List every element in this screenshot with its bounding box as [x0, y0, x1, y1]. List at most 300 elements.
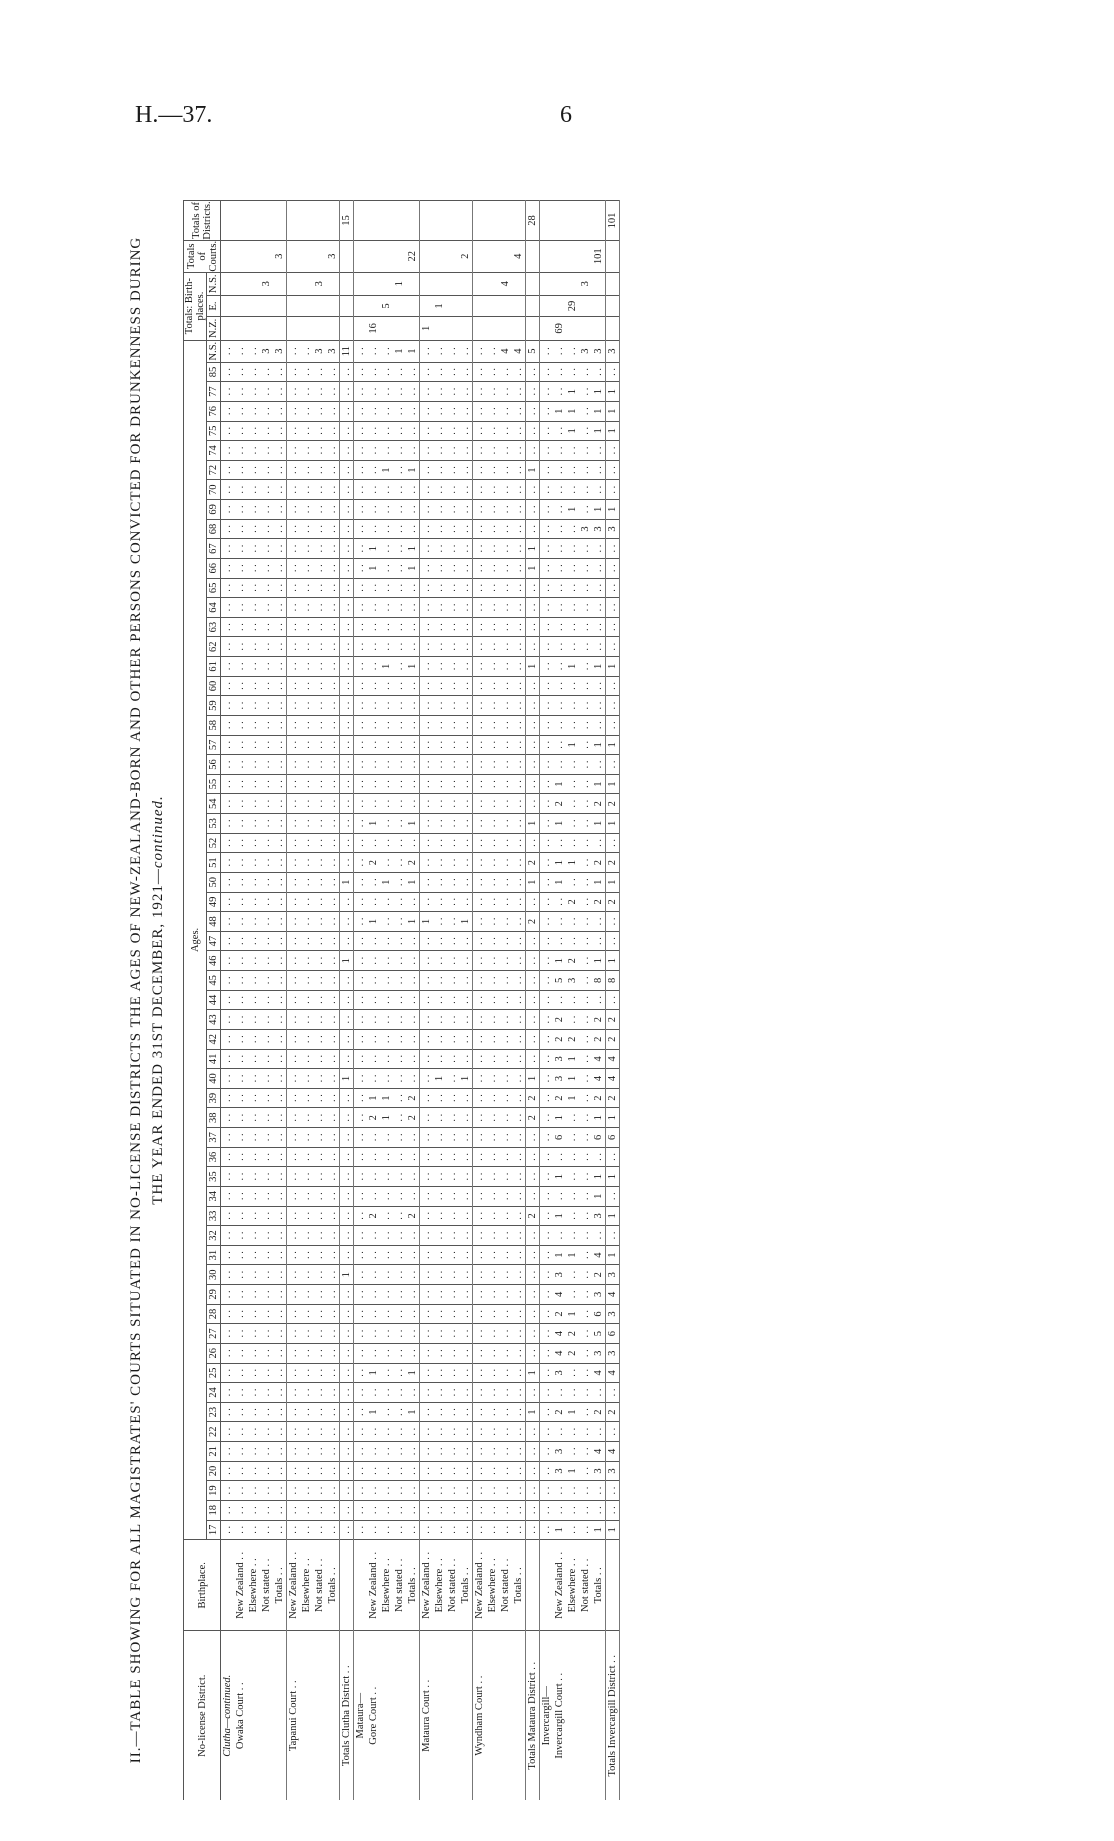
age-cell: . . [512, 539, 526, 559]
age-cell: . . [433, 774, 446, 794]
age-cell: . . [540, 578, 554, 598]
age-cell: . . [540, 1324, 554, 1344]
age-cell: . . [354, 657, 368, 677]
age-cell: . . [420, 814, 434, 834]
age-cell: . . [354, 1324, 368, 1344]
age-cell: . . [234, 931, 247, 951]
age-cell: . . [300, 578, 313, 598]
age-cell: . . [459, 1147, 473, 1167]
age-cell: . . [300, 951, 313, 971]
age-cell: . . [260, 951, 273, 971]
header-age-38: 38 [207, 1108, 221, 1128]
age-cell: . . [221, 931, 235, 951]
age-cell: . . [606, 676, 620, 696]
header-age-20: 20 [207, 1461, 221, 1481]
age-cell: . . [553, 382, 566, 402]
age-cell: . . [287, 853, 301, 873]
header-age-63: 63 [207, 617, 221, 637]
age-cell: . . [380, 1029, 393, 1049]
age-cell: . . [247, 1461, 260, 1481]
age-cell: . . [473, 676, 487, 696]
age-cell: . . [420, 1422, 434, 1442]
age-cell: . . [433, 340, 446, 362]
age-cell: . . [313, 598, 326, 618]
age-cell: 6 [606, 1324, 620, 1344]
age-cell: . . [260, 1402, 273, 1422]
age-cell: . . [499, 1285, 512, 1305]
ns-total-cell: 4 [499, 272, 512, 295]
age-cell: . . [446, 931, 459, 951]
age-cell: 1 [606, 1520, 620, 1540]
age-cell: . . [459, 382, 473, 402]
age-cell: . . [579, 1520, 592, 1540]
age-cell: . . [380, 1206, 393, 1226]
age-cell: . . [579, 1147, 592, 1167]
age-cell: . . [579, 362, 592, 382]
age-cell: . . [273, 814, 287, 834]
age-cell: . . [579, 853, 592, 873]
age-cell: . . [247, 1226, 260, 1246]
age-cell: . . [459, 755, 473, 775]
birthplace-cell: Totals . . [406, 1540, 420, 1631]
age-cell: . . [486, 519, 499, 539]
age-cell: . . [367, 500, 380, 520]
age-cell: . . [553, 676, 566, 696]
age-cell: . . [486, 1304, 499, 1324]
age-cell: . . [221, 1304, 235, 1324]
dist-total-cell [553, 201, 566, 241]
age-cell: . . [486, 1442, 499, 1462]
age-cell: . . [326, 774, 340, 794]
age-cell: . . [326, 441, 340, 461]
age-cell: . . [446, 892, 459, 912]
age-cell: . . [526, 500, 540, 520]
age-cell: . . [499, 500, 512, 520]
age-cell: . . [420, 676, 434, 696]
age-cell: . . [340, 696, 354, 716]
age-cell: . . [446, 657, 459, 677]
age-cell: . . [393, 1167, 406, 1187]
court-total-cell: 2 [459, 240, 473, 272]
age-cell: . . [273, 539, 287, 559]
age-cell: . . [499, 715, 512, 735]
age-cell: 1 [566, 401, 579, 421]
table-subtitle-text: THE YEAR ENDED 31ST DECEMBER, 1921— [150, 868, 166, 1205]
age-cell: . . [340, 1108, 354, 1128]
age-cell: . . [393, 814, 406, 834]
age-cell: . . [367, 401, 380, 421]
age-cell: . . [473, 1226, 487, 1246]
age-cell: . . [354, 500, 368, 520]
age-cell: . . [446, 1147, 459, 1167]
age-cell: . . [247, 480, 260, 500]
age-cell: . . [420, 362, 434, 382]
age-cell: . . [247, 1422, 260, 1442]
age-cell: . . [406, 500, 420, 520]
age-cell: . . [340, 441, 354, 461]
age-cell: . . [393, 971, 406, 991]
court-total-cell: 3 [273, 240, 287, 272]
age-cell: 2 [526, 1088, 540, 1108]
age-cell: . . [247, 696, 260, 716]
age-cell: . . [354, 1206, 368, 1226]
age-cell: . . [260, 1343, 273, 1363]
age-cell: . . [592, 1226, 606, 1246]
age-cell: . . [459, 1500, 473, 1520]
header-age-32: 32 [207, 1226, 221, 1246]
age-cell: 3 [313, 340, 326, 362]
age-cell: . . [326, 1167, 340, 1187]
table-row [486, 201, 499, 1801]
age-cell: . . [287, 598, 301, 618]
ns-total-cell: 3 [579, 272, 592, 295]
age-cell: . . [380, 1147, 393, 1167]
age-cell: . . [354, 539, 368, 559]
age-cell: . . [486, 401, 499, 421]
age-cell: . . [367, 774, 380, 794]
age-cell: . . [446, 1363, 459, 1383]
age-cell: . . [221, 1265, 235, 1285]
age-cell: 3 [606, 1304, 620, 1324]
age-cell: . . [446, 971, 459, 991]
age-cell: . . [326, 460, 340, 480]
age-cell: . . [579, 696, 592, 716]
age-cell: . . [247, 1049, 260, 1069]
age-cell: . . [486, 637, 499, 657]
age-cell: . . [234, 1383, 247, 1403]
age-cell: . . [526, 441, 540, 461]
header-age-30: 30 [207, 1265, 221, 1285]
age-cell: . . [354, 1186, 368, 1206]
age-cell: . . [300, 401, 313, 421]
age-cell: . . [300, 460, 313, 480]
age-cell: . . [380, 441, 393, 461]
age-cell: . . [354, 872, 368, 892]
age-cell: . . [553, 1422, 566, 1442]
age-cell: . . [380, 1422, 393, 1442]
age-cell: . . [393, 1010, 406, 1030]
age-cell: . . [406, 598, 420, 618]
age-cell: . . [354, 1088, 368, 1108]
age-cell: 6 [606, 1128, 620, 1148]
age-cell: . . [260, 715, 273, 735]
age-cell: . . [367, 1167, 380, 1187]
table-row [553, 201, 566, 1801]
age-cell: . . [406, 1461, 420, 1481]
age-cell: . . [300, 441, 313, 461]
age-cell: . . [367, 421, 380, 441]
age-cell: . . [420, 872, 434, 892]
age-cell: . . [420, 1324, 434, 1344]
age-cell: . . [234, 558, 247, 578]
age-cell: . . [499, 401, 512, 421]
age-cell: . . [420, 1010, 434, 1030]
age-cell: . . [566, 696, 579, 716]
age-cell: . . [247, 853, 260, 873]
age-cell: . . [606, 1422, 620, 1442]
age-cell: . . [579, 441, 592, 461]
nz-total-cell [606, 317, 620, 341]
age-cell: . . [446, 1049, 459, 1069]
age-cell: . . [446, 1029, 459, 1049]
age-cell: . . [486, 657, 499, 677]
age-cell: . . [221, 539, 235, 559]
age-cell: . . [486, 1343, 499, 1363]
age-cell: . . [592, 480, 606, 500]
age-cell: . . [566, 1226, 579, 1246]
age-cell: . . [221, 735, 235, 755]
age-cell: . . [499, 1186, 512, 1206]
age-cell: . . [486, 853, 499, 873]
age-cell: . . [420, 1363, 434, 1383]
court-total-cell [579, 240, 592, 272]
age-cell: . . [300, 1343, 313, 1363]
age-cell: 1 [367, 539, 380, 559]
age-cell: . . [247, 1402, 260, 1422]
age-cell: 3 [326, 340, 340, 362]
age-cell: . . [486, 1285, 499, 1305]
age-cell: . . [380, 931, 393, 951]
age-cell: . . [247, 1147, 260, 1167]
age-cell: . . [420, 1186, 434, 1206]
age-cell: . . [592, 696, 606, 716]
age-cell: . . [273, 1245, 287, 1265]
age-cell: . . [300, 1285, 313, 1305]
district-cell [433, 1631, 446, 1800]
dist-total-cell [566, 201, 579, 241]
age-cell: 1 [526, 1069, 540, 1089]
age-cell: . . [313, 1029, 326, 1049]
age-cell: . . [234, 971, 247, 991]
age-cell: . . [326, 558, 340, 578]
age-cell: . . [420, 500, 434, 520]
birthplace-cell: Elsewhere . . [300, 1540, 313, 1631]
age-cell: . . [420, 696, 434, 716]
age-cell: . . [326, 1147, 340, 1167]
age-cell: . . [473, 931, 487, 951]
age-cell: . . [459, 340, 473, 362]
age-cell: . . [420, 853, 434, 873]
age-cell: . . [247, 1383, 260, 1403]
age-cell: . . [393, 931, 406, 951]
age-cell: . . [260, 578, 273, 598]
age-cell: . . [499, 578, 512, 598]
age-cell: . . [540, 1343, 554, 1363]
age-cell: 1 [393, 340, 406, 362]
age-cell: . . [486, 1422, 499, 1442]
age-cell: . . [247, 872, 260, 892]
age-cell: . . [473, 1324, 487, 1344]
nz-total-cell [221, 317, 235, 341]
age-cell: . . [367, 1500, 380, 1520]
age-cell: . . [553, 1481, 566, 1501]
age-cell: . . [512, 1285, 526, 1305]
age-cell: . . [260, 1088, 273, 1108]
age-cell: . . [433, 833, 446, 853]
age-cell: . . [540, 500, 554, 520]
age-cell: . . [446, 401, 459, 421]
age-cell: . . [234, 1343, 247, 1363]
age-cell: . . [566, 340, 579, 362]
age-cell: . . [247, 1285, 260, 1305]
age-cell: . . [393, 1049, 406, 1069]
age-cell: . . [540, 990, 554, 1010]
age-cell: . . [433, 990, 446, 1010]
age-cell: . . [354, 1069, 368, 1089]
age-cell: . . [540, 480, 554, 500]
ns-total-cell [606, 272, 620, 295]
age-cell: . . [367, 833, 380, 853]
age-cell: . . [592, 755, 606, 775]
age-cell: . . [446, 1128, 459, 1148]
header-age-64: 64 [207, 598, 221, 618]
age-cell: . . [540, 696, 554, 716]
age-cell: . . [260, 382, 273, 402]
age-cell: . . [313, 1422, 326, 1442]
age-cell: . . [473, 617, 487, 637]
age-cell: 1 [566, 1088, 579, 1108]
age-cell: 1 [606, 500, 620, 520]
age-cell: . . [273, 362, 287, 382]
age-cell: . . [393, 1226, 406, 1246]
age-cell: . . [526, 1147, 540, 1167]
age-cell: . . [499, 755, 512, 775]
age-cell: . . [512, 1226, 526, 1246]
header-age-18: 18 [207, 1500, 221, 1520]
age-cell: . . [486, 1500, 499, 1520]
age-cell: . . [579, 617, 592, 637]
age-cell: . . [326, 1343, 340, 1363]
e-total-cell [260, 296, 273, 317]
age-cell: . . [287, 1422, 301, 1442]
age-cell: . . [273, 1029, 287, 1049]
age-cell: . . [579, 558, 592, 578]
age-cell: . . [300, 1481, 313, 1501]
age-cell: . . [486, 1363, 499, 1383]
age-cell: . . [553, 755, 566, 775]
age-cell: . . [566, 598, 579, 618]
age-cell: . . [446, 1304, 459, 1324]
age-cell: . . [420, 833, 434, 853]
age-cell: . . [579, 1226, 592, 1246]
age-cell: . . [406, 1010, 420, 1030]
age-cell: . . [553, 362, 566, 382]
court-total-cell [526, 240, 540, 272]
age-cell: . . [406, 735, 420, 755]
age-cell: 1 [406, 1363, 420, 1383]
age-cell: . . [553, 931, 566, 951]
court-total-cell [553, 240, 566, 272]
age-cell: . . [273, 558, 287, 578]
age-cell: . . [354, 774, 368, 794]
age-cell: . . [473, 794, 487, 814]
age-cell: . . [606, 637, 620, 657]
age-cell: . . [287, 951, 301, 971]
age-cell: . . [393, 853, 406, 873]
district-cell [446, 1631, 459, 1800]
age-cell: . . [512, 362, 526, 382]
age-cell: . . [473, 1088, 487, 1108]
age-cell: . . [566, 519, 579, 539]
age-cell: . . [367, 480, 380, 500]
court-total-cell [234, 240, 247, 272]
table-row [579, 201, 592, 1801]
age-cell: . . [313, 1265, 326, 1285]
age-cell: . . [606, 1500, 620, 1520]
age-cell: . . [459, 872, 473, 892]
age-cell: . . [486, 676, 499, 696]
age-cell: . . [273, 1186, 287, 1206]
age-cell: . . [446, 715, 459, 735]
age-cell: . . [326, 401, 340, 421]
age-cell: . . [512, 1442, 526, 1462]
age-cell: 1 [592, 774, 606, 794]
age-cell: . . [592, 598, 606, 618]
district-cell [300, 1631, 313, 1800]
age-cell: . . [486, 362, 499, 382]
age-cell: . . [260, 539, 273, 559]
table-row [526, 201, 540, 1801]
age-cell: . . [340, 1029, 354, 1049]
age-cell: . . [367, 578, 380, 598]
age-cell: . . [459, 971, 473, 991]
age-cell: . . [473, 441, 487, 461]
nz-total-cell [247, 317, 260, 341]
age-cell: . . [260, 1304, 273, 1324]
age-cell: . . [287, 421, 301, 441]
age-cell: . . [579, 637, 592, 657]
age-cell: . . [540, 1363, 554, 1383]
age-cell: . . [486, 1049, 499, 1069]
age-cell: . . [300, 892, 313, 912]
age-cell: . . [380, 1226, 393, 1246]
age-cell: . . [326, 853, 340, 873]
age-cell: . . [300, 1363, 313, 1383]
age-cell: . . [273, 833, 287, 853]
age-cell: . . [367, 1128, 380, 1148]
age-cell: . . [473, 1500, 487, 1520]
nz-total-cell [406, 317, 420, 341]
age-cell: . . [553, 1500, 566, 1520]
age-cell: . . [486, 1226, 499, 1246]
age-cell: 4 [606, 1069, 620, 1089]
age-cell: . . [367, 1029, 380, 1049]
age-cell: . . [473, 340, 487, 362]
age-cell: . . [406, 755, 420, 775]
age-cell: 1 [380, 872, 393, 892]
age-cell: . . [420, 1147, 434, 1167]
age-cell: . . [340, 382, 354, 402]
age-cell: . . [300, 872, 313, 892]
table-row [234, 201, 247, 1801]
age-cell: . . [579, 1029, 592, 1049]
age-cell: . . [486, 1108, 499, 1128]
age-cell: 2 [553, 1029, 566, 1049]
age-cell: . . [473, 1245, 487, 1265]
age-cell: . . [234, 480, 247, 500]
age-cell: 1 [592, 1167, 606, 1187]
age-cell: . . [592, 676, 606, 696]
age-cell: . . [406, 696, 420, 716]
age-cell: . . [566, 637, 579, 657]
age-cell: . . [446, 1186, 459, 1206]
age-cell: . . [326, 362, 340, 382]
court-total-cell: 22 [406, 240, 420, 272]
age-cell: . . [287, 833, 301, 853]
age-cell: . . [247, 1500, 260, 1520]
age-cell: . . [592, 990, 606, 1010]
age-cell: . . [566, 362, 579, 382]
